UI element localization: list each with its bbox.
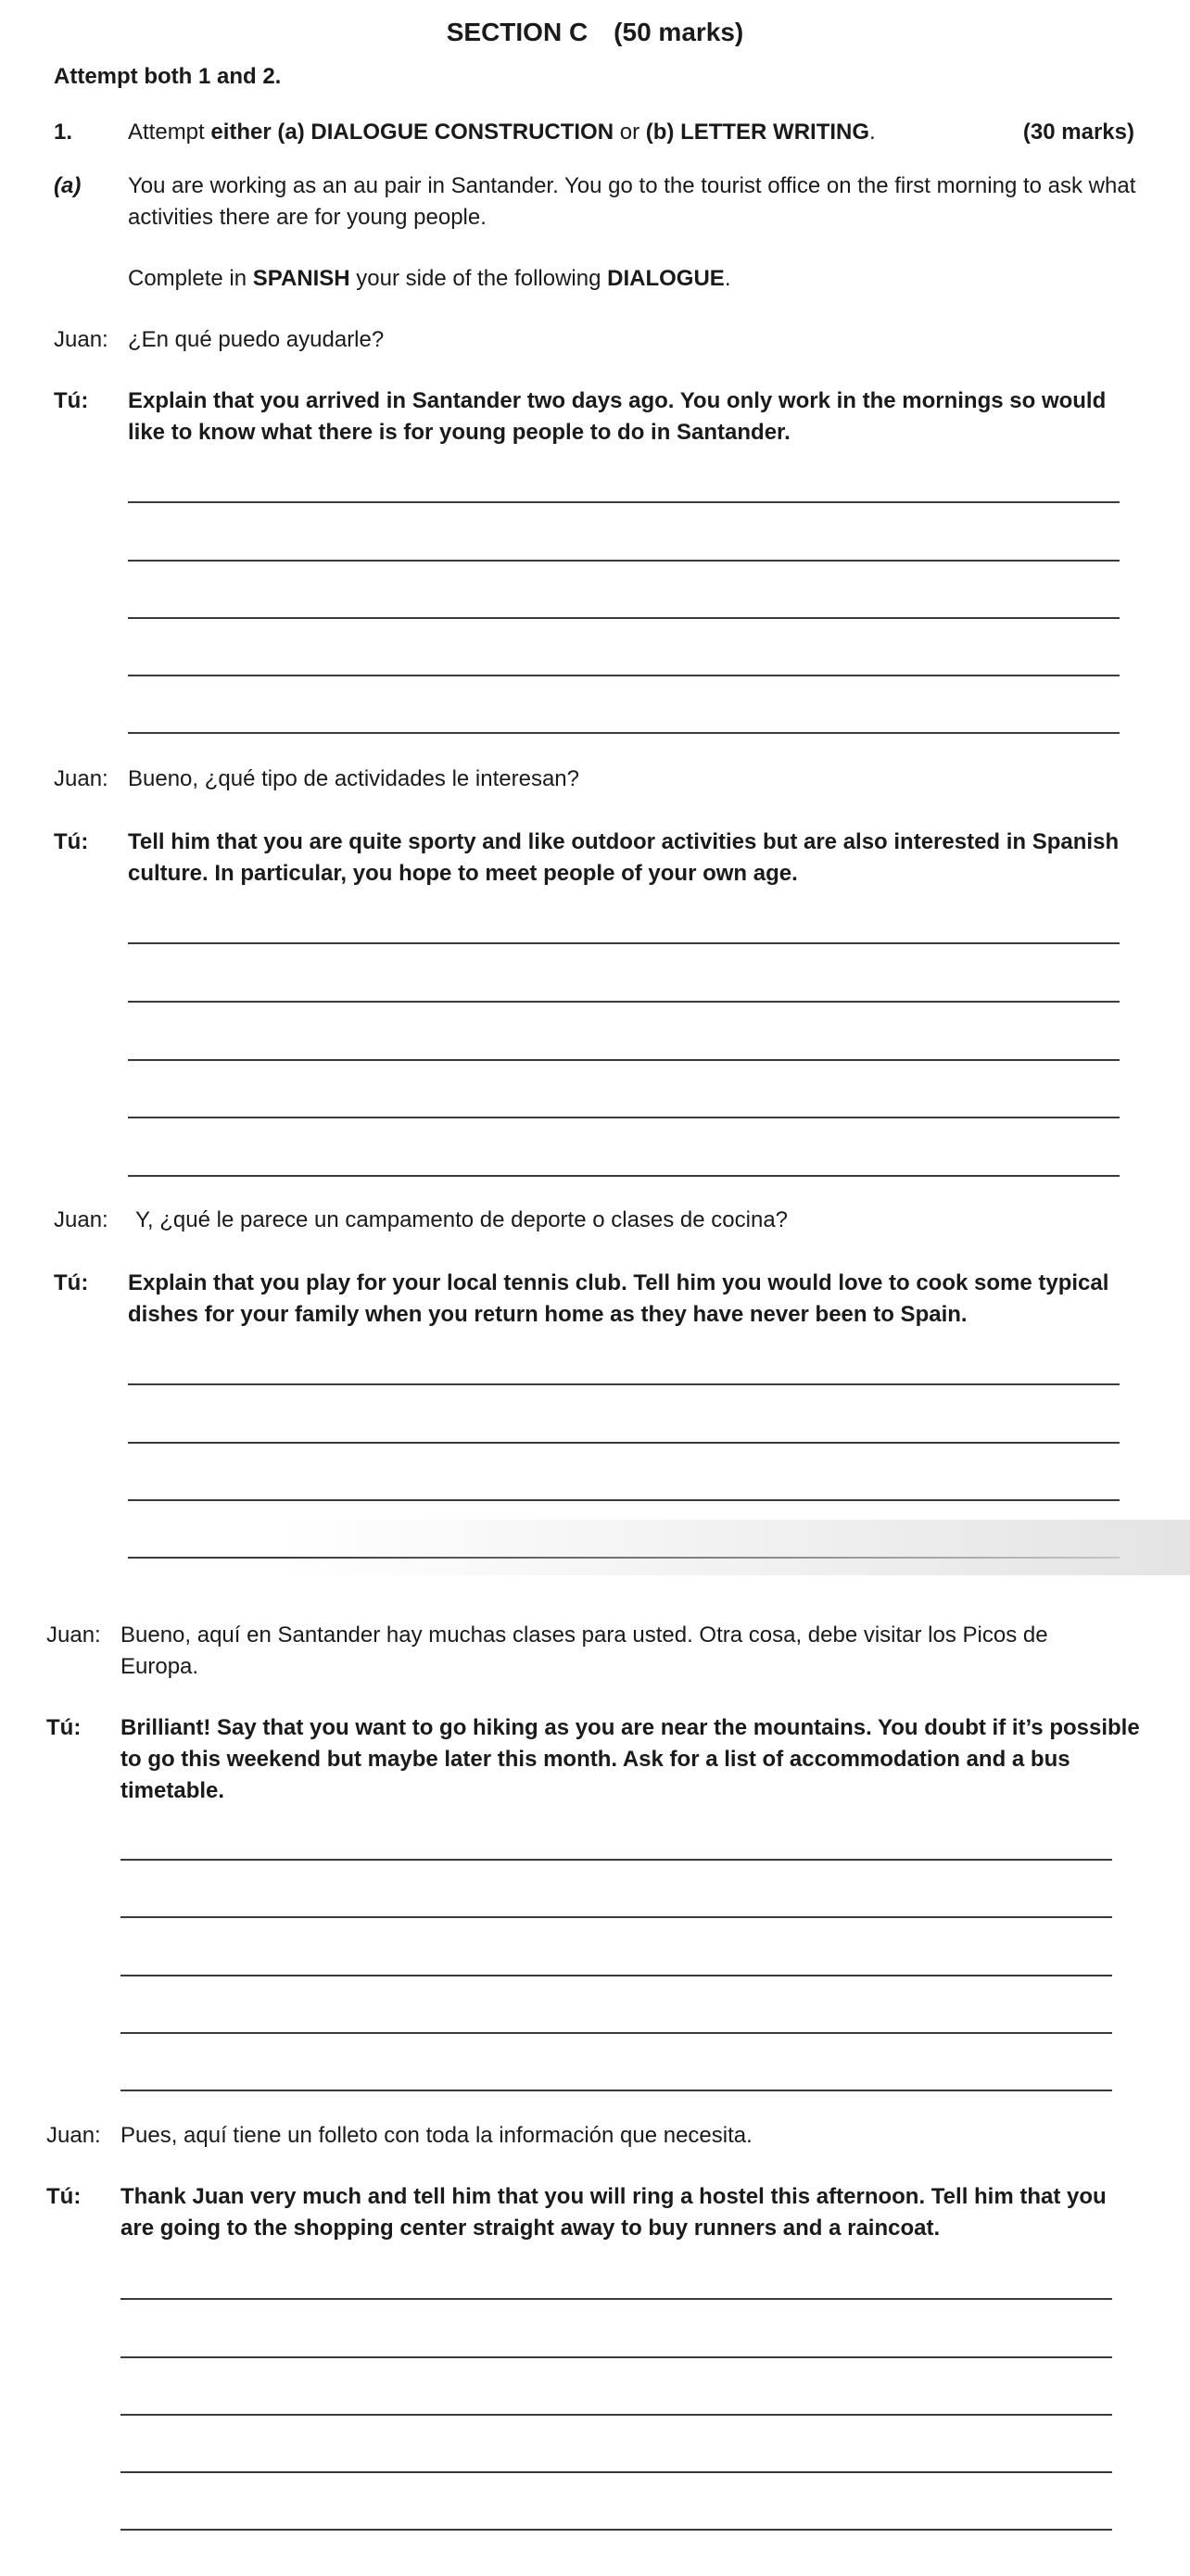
- q1-or: or: [614, 120, 646, 145]
- answer-line[interactable]: [120, 1975, 1112, 1976]
- instruction: Attempt both 1 and 2.: [54, 64, 282, 89]
- answer-line[interactable]: [120, 2032, 1112, 2034]
- q1-prefix: Attempt: [128, 120, 211, 145]
- speaker-tu: Tú:: [46, 1715, 82, 1740]
- tu-prompt: Tell him that you are quite sporty and like outdoor activities but are also interested in Spanish culture. In particular, you hope to meet people of your own age.: [128, 829, 1120, 886]
- answer-line[interactable]: [128, 675, 1120, 676]
- complete-instruction: [128, 263, 730, 295]
- speaker-juan: Juan:: [54, 327, 108, 352]
- answer-line[interactable]: [120, 1859, 1112, 1861]
- scenario-text: You are working as an au pair in Santander. You go to the tourist office on the first morning to ask what activities there are for young people.: [128, 173, 1136, 230]
- answer-line[interactable]: [128, 1383, 1120, 1385]
- answer-line[interactable]: [128, 732, 1120, 734]
- speaker-juan: Juan:: [54, 1207, 108, 1232]
- complete-dialogue: DIALOGUE: [607, 266, 725, 291]
- answer-line[interactable]: [128, 1175, 1120, 1177]
- speaker-tu: Tú:: [54, 1270, 89, 1295]
- answer-line[interactable]: [120, 2414, 1112, 2416]
- answer-line[interactable]: [128, 560, 1120, 562]
- juan-line: Pues, aquí tiene un folleto con toda la información que necesita.: [120, 2123, 753, 2148]
- juan-line: Bueno, ¿qué tipo de actividades le interesan?: [128, 766, 579, 791]
- section-title: SECTION C (50 marks): [446, 18, 744, 46]
- answer-line[interactable]: [120, 2298, 1112, 2300]
- tu-prompt: Explain that you play for your local tennis club. Tell him you would love to cook some typical dishes for your family when you return home as they have never been to Spain.: [128, 1270, 1109, 1327]
- complete-1: Complete in: [128, 266, 253, 291]
- answer-line[interactable]: [120, 2529, 1112, 2531]
- tu-prompt: Thank Juan very much and tell him that you will ring a hostel this afternoon. Tell him that you are going to the shopping center straight away to buy runners and a raincoat.: [120, 2184, 1107, 2241]
- speaker-tu: Tú:: [54, 829, 89, 854]
- answer-line[interactable]: [128, 1117, 1120, 1118]
- part-label: (a): [54, 173, 82, 198]
- answer-line[interactable]: [120, 1916, 1112, 1918]
- answer-line[interactable]: [128, 501, 1120, 503]
- tu-prompt: Explain that you arrived in Santander two days ago. You only work in the mornings so would like to know what there is for young people to do in Santander.: [128, 388, 1107, 445]
- question-instruction: [128, 117, 962, 148]
- tu-prompt: Brilliant! Say that you want to go hiking as you are near the mountains. You doubt if it’s possible to go this weekend but maybe later this month. Ask for a list of accommodation and a bus timetable.: [120, 1715, 1140, 1803]
- answer-line[interactable]: [128, 1059, 1120, 1061]
- q1-option-b: (b) LETTER WRITING: [645, 120, 870, 145]
- complete-spanish: SPANISH: [252, 266, 350, 291]
- complete-3: .: [724, 266, 731, 291]
- answer-line[interactable]: [120, 2356, 1112, 2358]
- speaker-tu: Tú:: [54, 388, 89, 413]
- answer-line[interactable]: [128, 1001, 1120, 1003]
- answer-line[interactable]: [128, 617, 1120, 619]
- complete-2: your side of the following: [349, 266, 608, 291]
- answer-line[interactable]: [120, 2471, 1112, 2473]
- juan-line: Bueno, aquí en Santander hay muchas clases para usted. Otra cosa, debe visitar los Picos de Europa.: [120, 1623, 1048, 1679]
- speaker-juan: Juan:: [46, 2123, 101, 2148]
- juan-line: ¿En qué puedo ayudarle?: [128, 327, 385, 352]
- speaker-juan: Juan:: [54, 766, 108, 791]
- answer-line[interactable]: [128, 942, 1120, 944]
- speaker-juan: Juan:: [46, 1623, 101, 1648]
- juan-line: Y, ¿qué le parece un campamento de deporte o clases de cocina?: [135, 1207, 789, 1232]
- answer-line[interactable]: [120, 2090, 1112, 2091]
- q1-period: .: [869, 120, 876, 145]
- answer-line[interactable]: [128, 1442, 1120, 1444]
- answer-line[interactable]: [128, 1499, 1120, 1501]
- question-marks: (30 marks): [1022, 120, 1134, 145]
- scan-shadow: [278, 1520, 1190, 1575]
- q1-option-a: either (a) DIALOGUE CONSTRUCTION: [210, 120, 614, 145]
- question-number: 1.: [54, 120, 73, 145]
- speaker-tu: Tú:: [46, 2184, 82, 2209]
